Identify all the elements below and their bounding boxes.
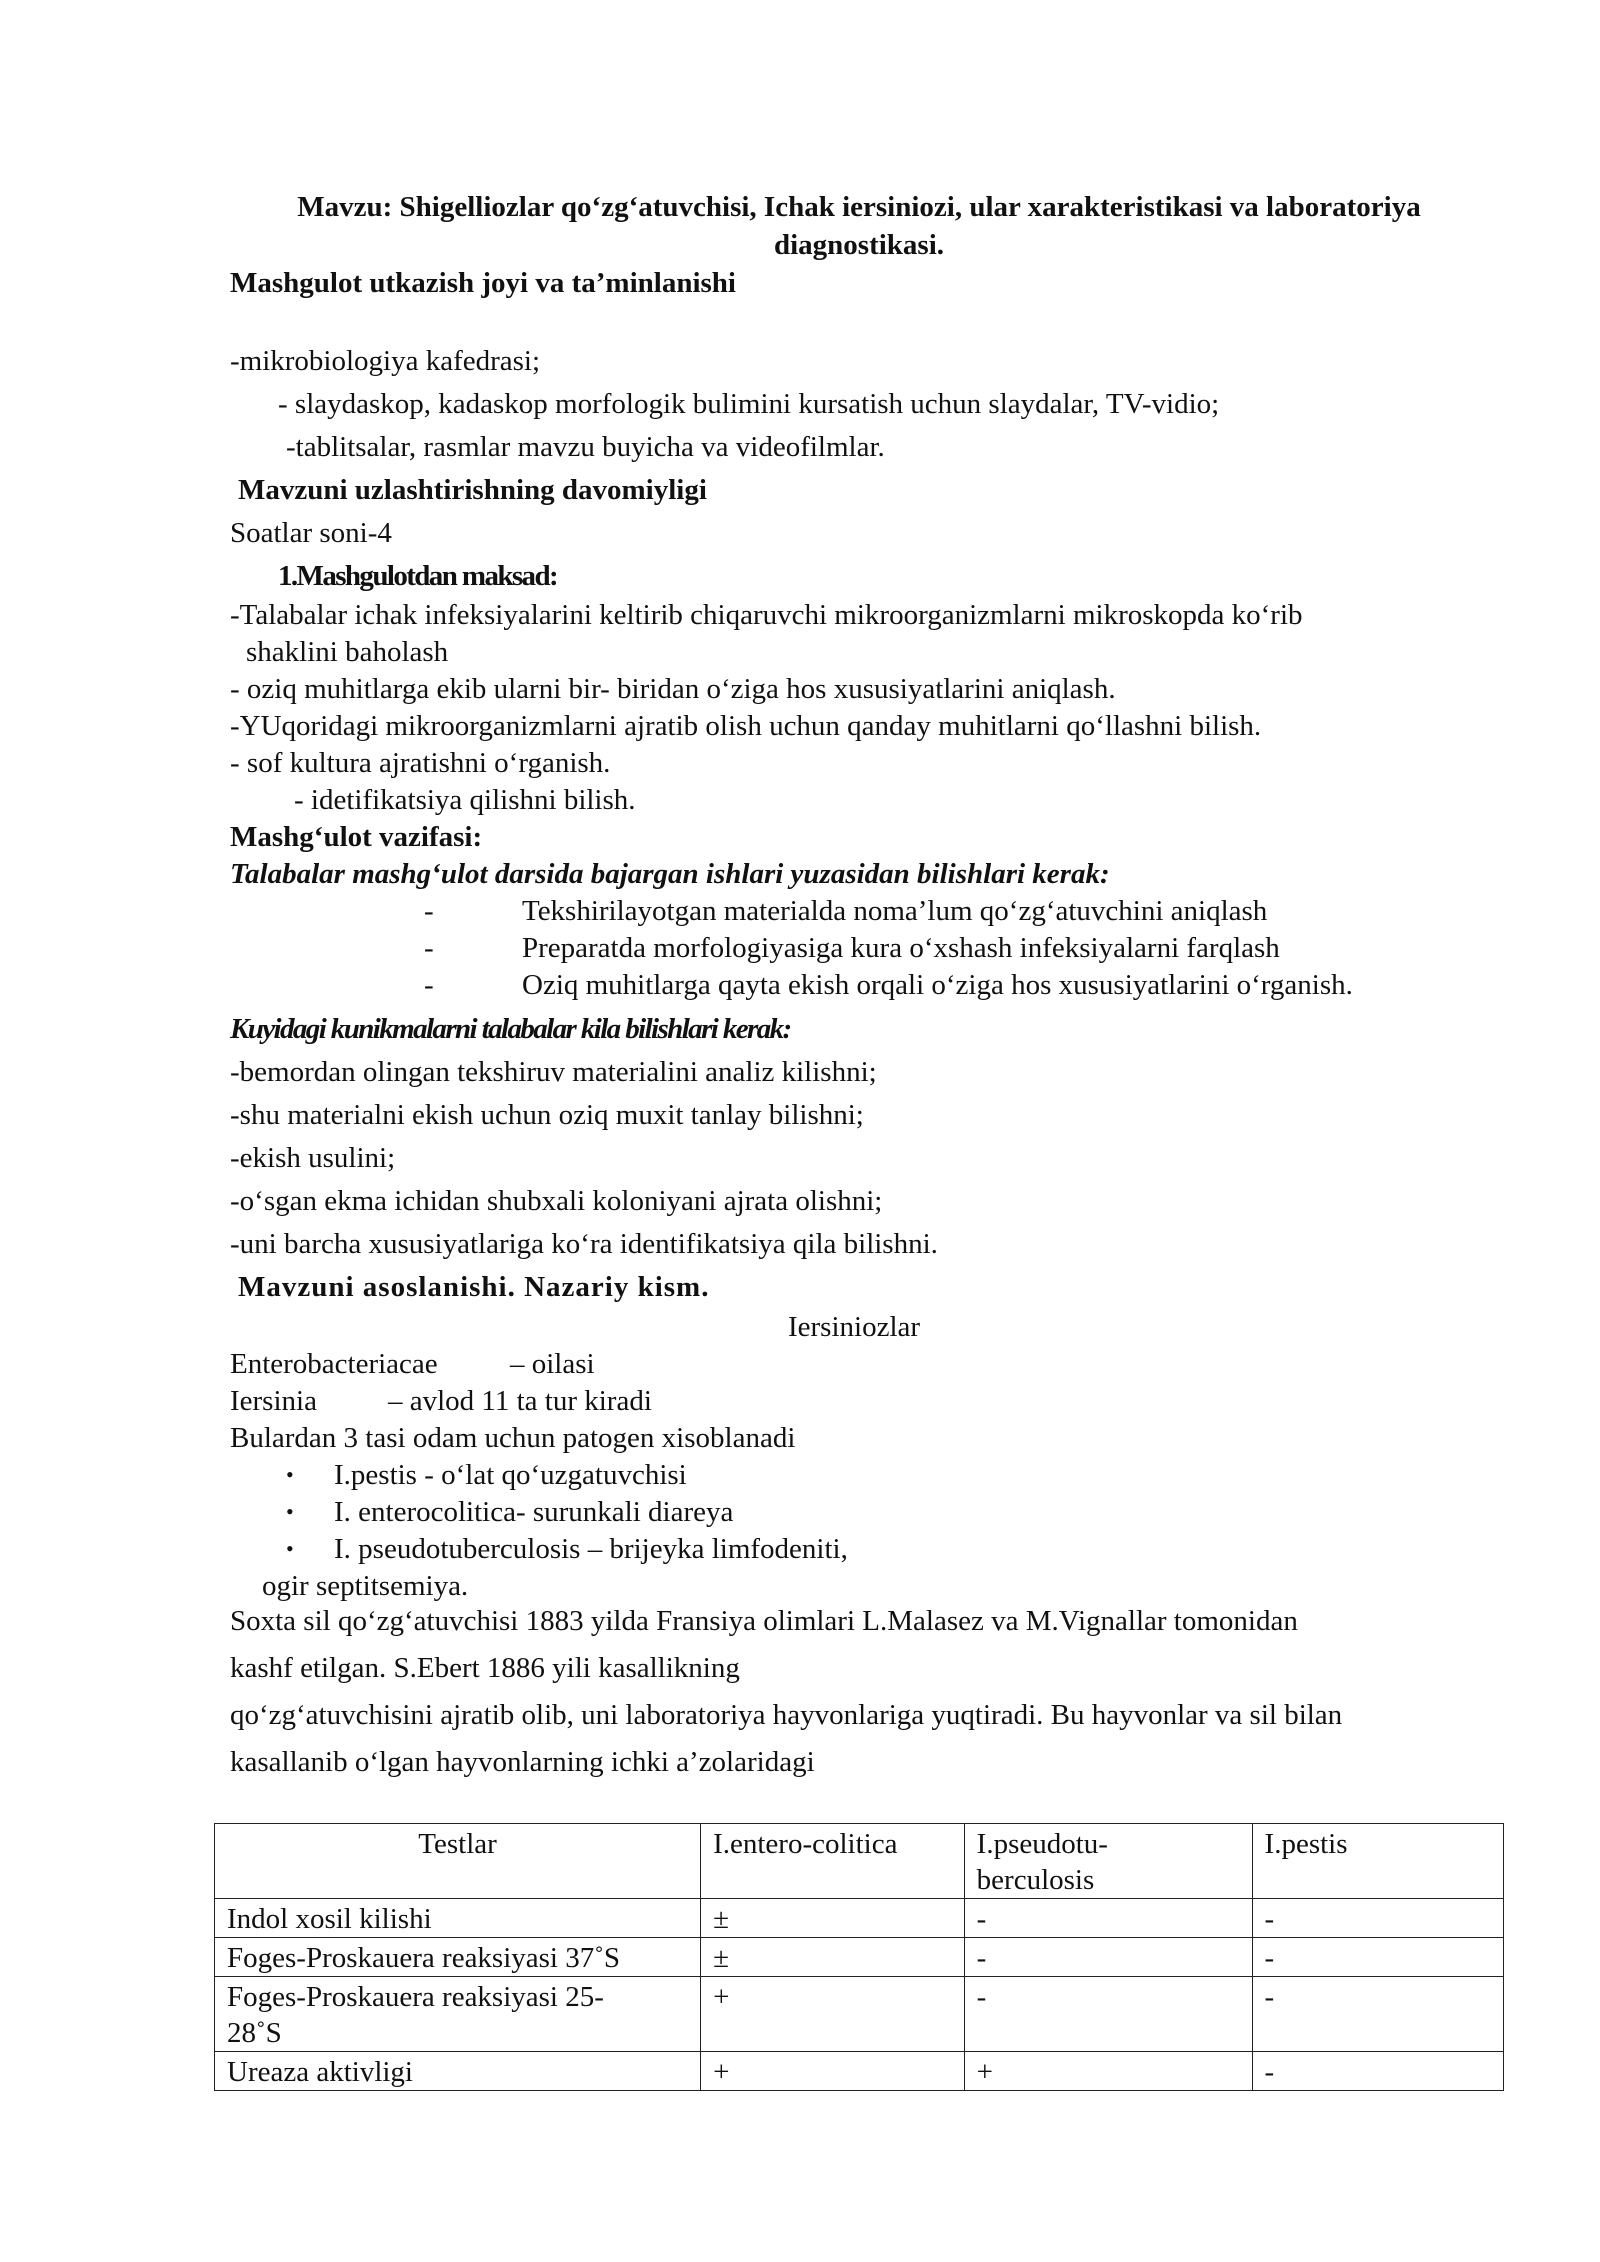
bullet-icon: • [286,1499,294,1524]
duration-value: Soatlar soni-4 [230,517,392,549]
bullet-icon: • [286,1536,294,1561]
place-heading: Mashgulot utkazish joyi va ta’minlanishi [230,267,736,299]
table-cell: - [1252,1899,1503,1938]
task-dash: - [424,969,434,1001]
table-cell: - [1252,1977,1503,2052]
table-cell: - [964,1899,1252,1938]
history-line: kasallanib o‘lgan hayvonlarning ichki a’zolaridagi [230,1746,815,1778]
goal-heading: 1.Mashgulotdan maksad: [278,560,558,592]
table-cell: Foges-Proskauera reaksiyasi 25- 28˚S [215,1977,701,2052]
task-item: Tekshirilayotgan materialda noma’lum qo‘zg‘atuvchini aniqlash [522,895,1268,927]
table-header-row [215,1824,1504,1899]
bullet-icon: • [286,1462,294,1487]
skills-item: -ekish usulini; [230,1142,396,1174]
species-continuation: ogir septitsemiya. [262,1570,469,1602]
table-cell: - [1252,1938,1503,1977]
table-cell: ± [701,1938,965,1977]
place-item: -tablitsalar, rasmlar mavzu buyicha va videofilmlar. [286,431,885,463]
place-item: -mikrobiologiya kafedrasi; [230,345,541,377]
table-cell: + [964,2052,1252,2091]
goal-item: -Talabalar ichak infeksiyalarini keltirib chiqaruvchi mikroorganizmlarni mikroskopda ko‘rib [230,599,1303,631]
table-header-cell: I.pseudotu- berculosis [964,1824,1252,1899]
table-cell: ± [701,1899,965,1938]
goal-item: shaklini baholash [246,636,449,668]
section-title: Iersiniozlar [788,1311,921,1343]
family-term: Enterobacteriacae [230,1348,438,1380]
document-title-line-1: Mavzu: Shigelliozlar qo‘zg‘atuvchisi, Ichak iersiniozi, ular xarakteristikasi va laboratoriya [297,191,1421,223]
table-cell: - [964,1977,1252,2052]
history-line: qo‘zg‘atuvchisini ajratib olib, uni laboratoriya hayvonlariga yuqtiradi. Bu hayvonlar va sil bilan [230,1699,1343,1731]
tests-table [214,1823,1504,2091]
goal-item: - sof kultura ajratishni o‘rganish. [230,747,611,779]
genus-desc: – avlod 11 ta tur kiradi [388,1385,652,1417]
task-subheading: Talabalar mashg‘ulot darsida bajargan ishlari yuzasidan bilishlari kerak: [230,858,1110,890]
table-cell: - [964,1938,1252,1977]
skills-item: -o‘sgan ekma ichidan shubxali koloniyani ajrata olishni; [230,1185,883,1217]
table-row [215,1899,1504,1938]
species-item: I. enterocolitica- surunkali diareya [334,1496,734,1528]
task-item: Preparatda morfologiyasiga kura o‘xshash infeksiyalarni farqlash [522,932,1280,964]
skills-item: -uni barcha xususiyatlariga ko‘ra identifikatsiya qila bilishni. [230,1228,938,1260]
table-cell: - [1252,2052,1503,2091]
theory-heading: Mavzuni asoslanishi. Nazariy kism. [238,1271,710,1303]
table-cell: Ureaza aktivligi [215,2052,701,2091]
place-item: - slaydaskop, kadaskop morfologik bulimini kursatish uchun slaydalar, TV-vidio; [278,388,1220,420]
table-header-cell: I.entero-colitica [701,1824,965,1899]
species-item: I.pestis - o‘lat qo‘uzgatuvchisi [334,1459,687,1491]
table-cell: + [701,1977,965,2052]
goal-item: -YUqoridagi mikroorganizmlarni ajratib olish uchun qanday muhitlarni qo‘llashni bilish. [230,710,1262,742]
table-header-cell: I.pestis [1252,1824,1503,1899]
table-row [215,1977,1504,2052]
document-title-line-2: diagnostikasi. [773,229,945,261]
goal-item: - oziq muhitlarga ekib ularni bir- biridan o‘ziga hos xususiyatlarini aniqlash. [230,673,1116,705]
table-cell: + [701,2052,965,2091]
history-line: Soxta sil qo‘zg‘atuvchisi 1883 yilda Fransiya olimlari L.Malasez va M.Vignallar tomonidan [230,1605,1298,1637]
task-item: Oziq muhitlarga qayta ekish orqali o‘ziga hos xususiyatlarini o‘rganish. [522,969,1353,1001]
genus-term: Iersinia [230,1385,317,1417]
skills-item: -bemordan olingan tekshiruv materialini analiz kilishni; [230,1056,877,1088]
duration-heading: Mavzuni uzlashtirishning davomiyligi [238,474,707,506]
table-row [215,2052,1504,2091]
history-line: kashf etilgan. S.Ebert 1886 yili kasallikning [230,1652,740,1684]
species-item: I. pseudotuberculosis – brijeyka limfodeniti, [334,1533,848,1565]
table-cell: Indol xosil kilishi [215,1899,701,1938]
pathogen-intro: Bulardan 3 tasi odam uchun patogen xisoblanadi [230,1422,796,1454]
task-dash: - [424,895,434,927]
table-row [215,1938,1504,1977]
skills-heading: Kuyidagi kunikmalarni talabalar kila bilishlari kerak: [230,1013,791,1045]
family-desc: – oilasi [510,1348,595,1380]
goal-item: - idetifikatsiya qilishni bilish. [294,784,636,816]
skills-item: -shu materialni ekish uchun oziq muxit tanlay bilishni; [230,1099,864,1131]
task-heading: Mashg‘ulot vazifasi: [230,821,483,853]
table-header-cell: Testlar [215,1824,701,1899]
table-cell: Foges-Proskauera reaksiyasi 37˚S [215,1938,701,1977]
task-dash: - [424,932,434,964]
